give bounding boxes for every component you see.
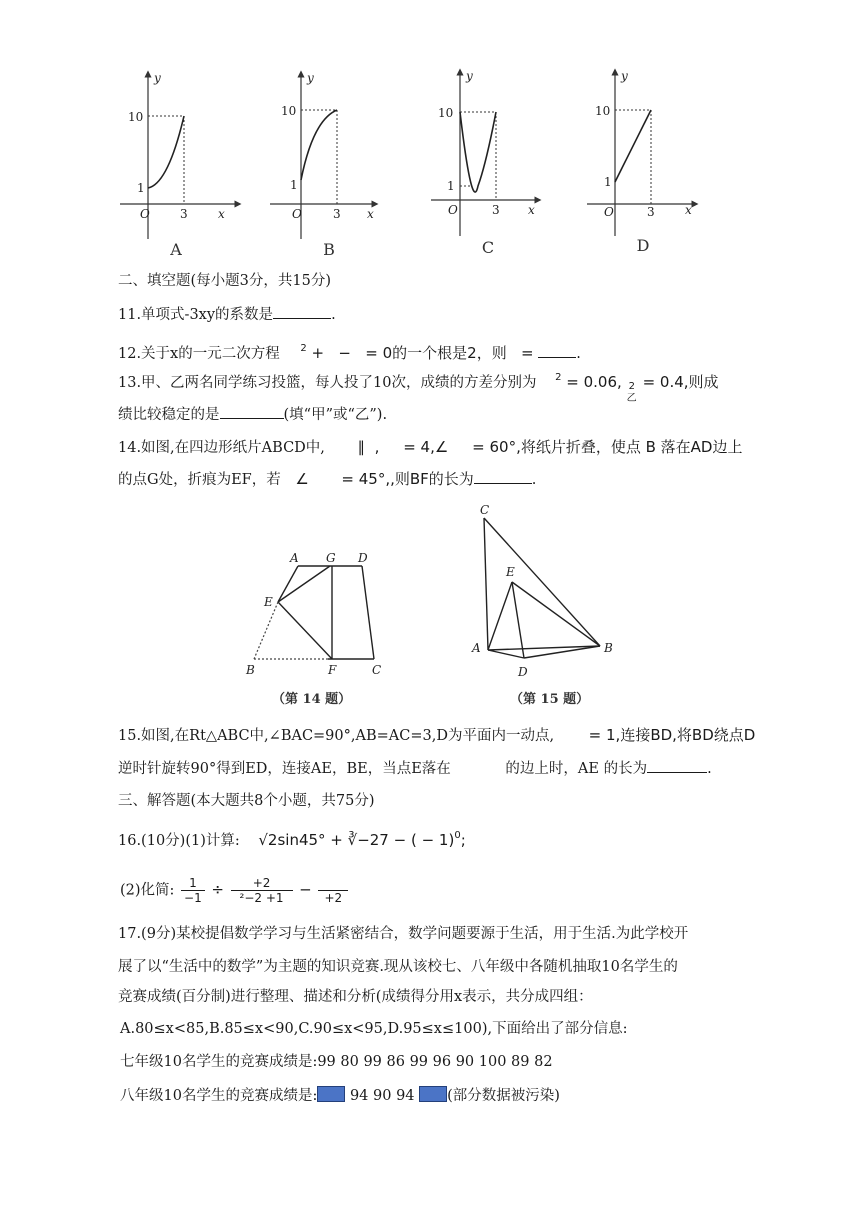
y-tick-label: 10	[595, 104, 611, 118]
point-f-label: F	[328, 663, 337, 677]
question-14-text: 14.如图,在四边形纸片ABCD中,	[118, 440, 325, 456]
question-13-line-2	[118, 404, 387, 425]
function-curve	[301, 110, 337, 180]
math-op: ÷	[211, 880, 224, 899]
figure-14-caption: （第 14 题）	[272, 692, 352, 707]
question-12: 12.关于x的一元二次方程 $^2$ + − = 0的一个根是2，则 = .	[118, 343, 581, 362]
graph-b-plot	[265, 64, 415, 264]
math-text: = 60°,将纸片折叠，使点 B 落在AD边上	[472, 438, 743, 456]
answer-blank[interactable]	[647, 758, 707, 773]
expression: √2sin45° + ∛−27 − ( − 1)	[258, 831, 455, 849]
question-17-groups: A.80≤x<85,B.85≤x<90,C.90≤x<95,D.95≤x≤100),下面给出了部分信息:	[120, 1021, 628, 1037]
x-tick-label: 3	[180, 207, 188, 221]
x-tick-label: 3	[647, 205, 655, 219]
math-text: = 4,∠	[403, 438, 449, 456]
graph-b	[265, 64, 415, 264]
question-12-text: 12.关于x的一元二次方程	[118, 346, 280, 362]
question-13-text: 绩比较稳定的是	[118, 407, 220, 423]
math-op: −	[299, 880, 312, 899]
math-op: +	[311, 344, 325, 362]
answer-blank[interactable]	[220, 404, 284, 419]
question-11	[118, 304, 336, 325]
option-letter: C	[481, 238, 495, 257]
variance-value: = 0.06,	[566, 373, 622, 391]
grade-7-scores: 七年级10名学生的竞赛成绩是:99 80 99 86 99 96 90 100 89 82	[120, 1054, 553, 1070]
point-d-label: D	[518, 665, 528, 679]
point-e-label: E	[264, 595, 273, 609]
math-op: ∠	[295, 470, 309, 488]
x-tick-label: 3	[333, 207, 341, 221]
function-curve	[460, 112, 496, 192]
punctuation: .	[331, 307, 336, 323]
fraction	[318, 876, 348, 905]
subscript: 乙	[626, 393, 637, 404]
math-op: ∥	[357, 438, 366, 456]
figure-15	[464, 500, 624, 714]
stain-block	[419, 1086, 447, 1102]
point-c-label: C	[372, 663, 382, 677]
origin-label: O	[604, 205, 614, 219]
punctuation: ;	[460, 831, 466, 849]
grade-8-scores	[120, 1086, 560, 1106]
denominator: −1	[184, 891, 202, 905]
question-16-part-2	[120, 876, 350, 905]
question-17-line-2: 展了以“生活中的数学”为主题的知识竞赛.现从该校七、八年级中各随机抽取10名学生的	[118, 959, 678, 975]
y-axis-label: y	[154, 71, 161, 85]
y-tick-label: 1	[604, 175, 612, 189]
graph-a-plot	[110, 64, 260, 264]
numerator: 1	[181, 876, 205, 891]
option-letter: A	[170, 240, 182, 259]
variance-value: = 0.4,则成	[642, 373, 719, 391]
y-tick-label: 1	[447, 179, 455, 193]
denominator: ²−2 +1	[239, 891, 284, 905]
graph-c-plot	[428, 64, 578, 264]
question-16-part-1	[118, 830, 466, 853]
option-letter: D	[636, 236, 650, 255]
point-b-label: B	[246, 663, 255, 677]
point-a-label: A	[472, 641, 481, 655]
figure-14-drawing	[236, 544, 396, 684]
question-14-line-2	[118, 469, 536, 490]
y-axis-label: y	[466, 69, 473, 83]
question-15-text: 的边上时，AE 的长为	[505, 761, 648, 777]
figure-15-caption: （第 15 题）	[510, 692, 590, 707]
question-17-line-3: 竞赛成绩(百分制)进行整理、描述和分析(成绩得分用x表示，共分成四组：	[118, 989, 593, 1005]
math-op: −	[338, 344, 351, 362]
question-13: 13.甲、乙两名同学练习投篮，每人投了10次，成绩的方差分别为 $^2$ = 0.06, 2 乙 = 0.4,则成	[118, 372, 719, 395]
y-axis-label: y	[621, 69, 628, 83]
x-axis-label: x	[685, 203, 692, 217]
math-text: = 0的一个根是2，则	[365, 344, 507, 362]
math-op: ,	[374, 438, 380, 456]
graph-c	[428, 64, 578, 264]
question-13-text: (填“甲”或“乙”).	[283, 407, 388, 423]
answer-blank[interactable]	[538, 343, 576, 358]
origin-label: O	[448, 203, 458, 217]
point-d-label: D	[358, 551, 368, 565]
figure-14	[236, 544, 396, 714]
question-17-line-1: 17.(9分)某校提倡数学学习与生活紧密结合，数学问题要源于生活，用于生活.为此学校开	[118, 926, 689, 942]
origin-label: O	[140, 207, 150, 221]
function-line	[615, 110, 651, 182]
question-16-text: (2)化简:	[120, 882, 175, 899]
point-b-label: B	[604, 641, 613, 655]
question-15	[118, 725, 755, 746]
section-heading-fill-in: 二、填空题(每小题3分，共15分)	[118, 273, 331, 289]
denominator: +2	[324, 891, 343, 905]
x-tick-label: 3	[492, 203, 500, 217]
fraction	[181, 876, 205, 905]
question-14-text: 的点G处，折痕为EF，若	[118, 472, 281, 488]
option-letter: B	[323, 240, 335, 259]
point-g-label: G	[326, 551, 336, 565]
y-tick-label: 1	[137, 181, 145, 195]
question-15-text: 15.如图,在Rt△ABC中,∠BAC=90°,AB=AC=3,D为平面内一动点,	[118, 728, 555, 744]
y-tick-label: 10	[128, 110, 144, 124]
y-tick-label: 10	[281, 104, 297, 118]
y-tick-label: 1	[290, 178, 298, 192]
exponent: 0	[454, 830, 461, 841]
math-text: = 45°,,则BF的长为	[341, 470, 474, 488]
numerator: +2	[231, 876, 293, 891]
point-a-label: A	[290, 551, 299, 565]
question-15-line-2	[118, 758, 712, 779]
graph-a	[110, 64, 260, 264]
punctuation: .	[707, 761, 712, 777]
math-op: =	[521, 344, 534, 362]
punctuation: .	[531, 472, 537, 488]
question-14	[118, 437, 742, 458]
x-axis-label: x	[367, 207, 374, 221]
question-16-text: 16.(10分)(1)计算:	[118, 833, 240, 849]
question-13-text: 13.甲、乙两名同学练习投篮，每人投了10次，成绩的方差分别为	[118, 375, 537, 391]
answer-blank[interactable]	[474, 469, 532, 484]
section-heading-solutions: 三、解答题(本大题共8个小题，共75分)	[118, 793, 375, 809]
fraction	[231, 876, 293, 905]
question-11-text: 11.单项式-3xy的系数是	[118, 307, 274, 323]
question-15-text: = 1,连接BD,将BD绕点D	[588, 726, 756, 744]
y-tick-label: 10	[438, 106, 454, 120]
grade-8-note: (部分数据被污染)	[447, 1088, 560, 1104]
x-axis-label: x	[528, 203, 535, 217]
graph-d	[585, 64, 735, 264]
stain-block	[317, 1086, 345, 1102]
punctuation: .	[576, 346, 581, 362]
graph-d-plot	[585, 64, 735, 264]
answer-options-graphs	[110, 64, 710, 264]
x-axis-label: x	[218, 207, 225, 221]
answer-blank[interactable]	[273, 304, 331, 319]
y-axis-label: y	[307, 71, 314, 85]
grade-8-visible-scores: 94 90 94	[349, 1088, 415, 1104]
question-15-text: 逆时针旋转90°得到ED，连接AE，BE，当点E落在	[118, 761, 451, 777]
grade-8-label: 八年级10名学生的竞赛成绩是:	[120, 1088, 318, 1104]
function-curve	[148, 116, 184, 188]
point-c-label: C	[480, 503, 490, 517]
figure-15-drawing	[464, 500, 624, 690]
origin-label: O	[292, 207, 302, 221]
point-e-label: E	[506, 565, 515, 579]
